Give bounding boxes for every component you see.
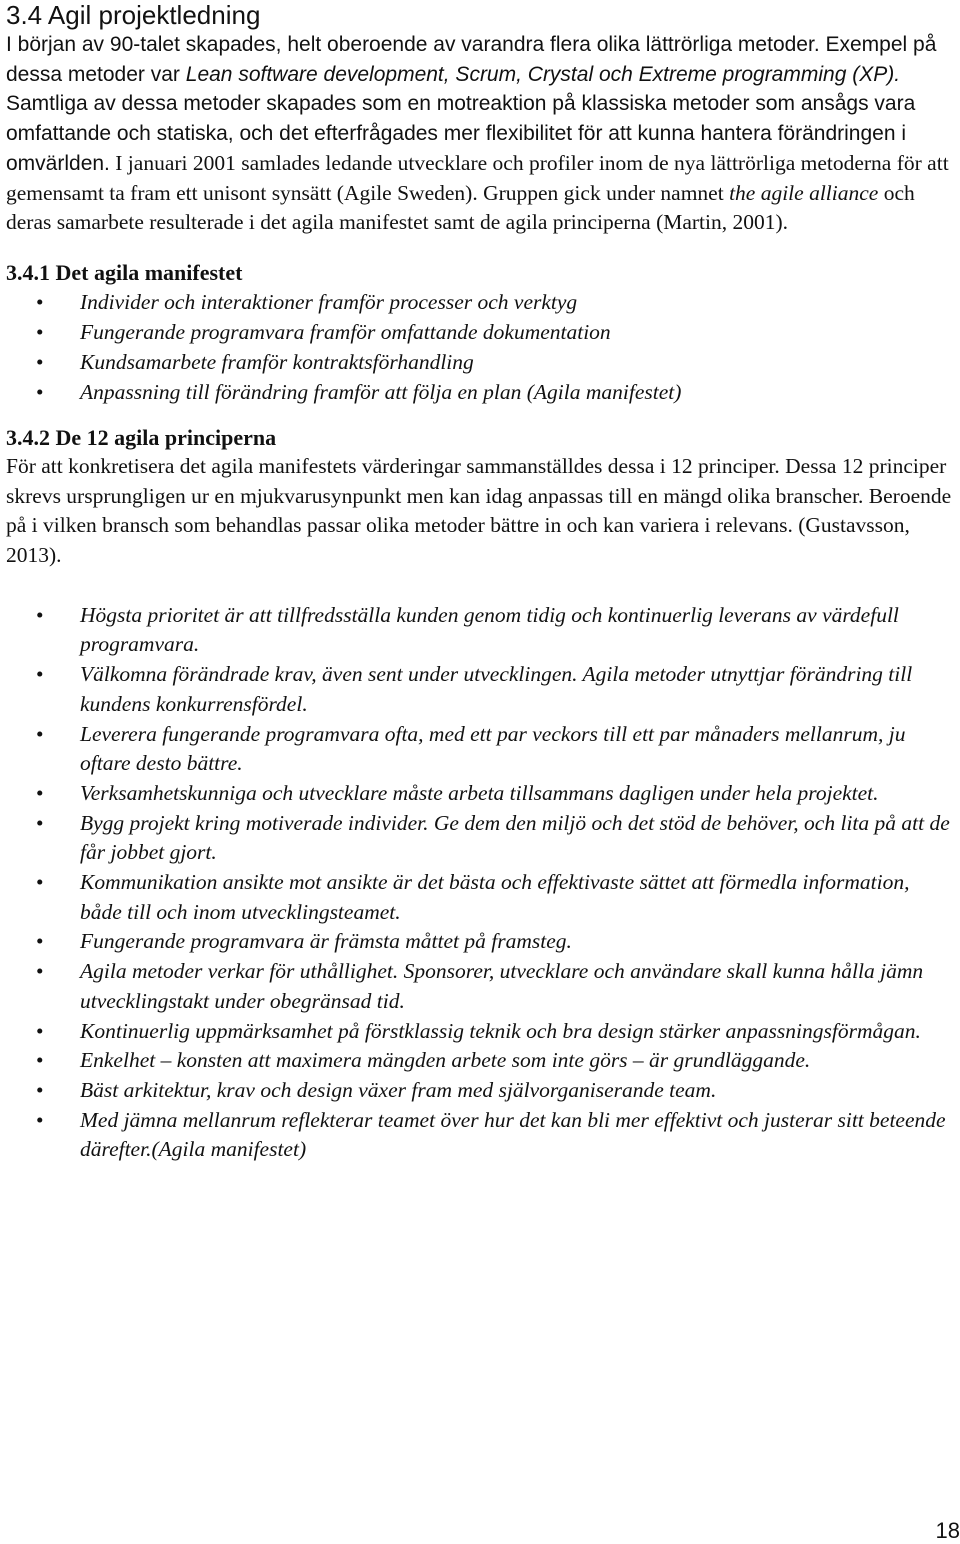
- bullet-icon: •: [36, 602, 44, 627]
- manifest-list: [6, 287, 956, 407]
- principles-paragraph: För att konkretisera det agila manifestets värderingar sammanställdes dessa i 12 principer. Dessa 12 principer skrevs ursprungligen ur en mjukvarusynpunkt men kan idag anpassas till en mängd olika branscher. Beroende på i vilken bransch som behandlas passar olika metoder bättre in och kan variera i relevans. (Gustavsson, 2013).: [6, 453, 952, 568]
- intro-text-part2: Samtliga av dessa metoder skapades som en motreaktion på klassiska metoder som ansågs vara omfattande och statiska, och det efterfrågades mer flexibilitet för att kunna hantera förändringen i omvärlden.: [6, 92, 916, 175]
- list-item-text: Högsta prioritet är att tillfredsställa kunden genom tidig och kontinuerlig leverans av värdefull programvara.: [80, 602, 899, 657]
- list-item-text: Kontinuerlig uppmärksamhet på förstklassig teknik och bra design stärker anpassningsförmågan.: [80, 1018, 921, 1043]
- list-item-text: Fungerande programvara framför omfattande dokumentation: [80, 319, 611, 344]
- list-item: [6, 868, 956, 927]
- list-item: [6, 347, 956, 377]
- list-item: [6, 317, 956, 347]
- principles-list: [6, 601, 956, 1165]
- list-item-text: Kommunikation ansikte mot ansikte är det bästa och effektivaste sättet att förmedla information, både till och inom utvecklingsteamet.: [80, 870, 910, 924]
- intro-method-names: Lean software development, Scrum, Crystal och Extreme programming (XP).: [185, 62, 901, 86]
- list-item: [6, 377, 956, 407]
- list-item-text: Fungerande programvara är främsta måttet på framsteg.: [80, 929, 572, 954]
- bullet-icon: •: [36, 1048, 44, 1073]
- page-number: 18: [935, 1518, 960, 1543]
- list-item-text: Verksamhetskunniga och utvecklare måste arbeta tillsammans dagligen under hela projektet.: [80, 780, 879, 805]
- list-item: [6, 779, 956, 809]
- section-heading: 3.4 Agil projektledning: [6, 0, 261, 30]
- intro-paragraph: [6, 30, 956, 238]
- bullet-icon: •: [36, 379, 44, 404]
- bullet-icon: •: [36, 289, 44, 314]
- list-item-text: Individer och interaktioner framför processer och verktyg: [80, 289, 578, 314]
- principles-heading: 3.4.2 De 12 agila principerna: [6, 424, 277, 450]
- list-item: [6, 1106, 956, 1165]
- list-item-text: Leverera fungerande programvara ofta, med ett par veckors till ett par månaders mellanrum, ju oftare desto bättre.: [80, 721, 906, 776]
- bullet-icon: •: [36, 959, 44, 984]
- bullet-icon: •: [36, 319, 44, 344]
- bullet-icon: •: [36, 870, 44, 895]
- bullet-icon: •: [36, 780, 44, 805]
- list-item-text: Enkelhet – konsten att maximera mängden arbete som inte görs – är grundläggande.: [80, 1048, 811, 1073]
- list-item: [6, 809, 956, 868]
- bullet-icon: •: [36, 349, 44, 374]
- manifest-heading: 3.4.1 Det agila manifestet: [6, 259, 243, 285]
- list-item: [6, 927, 956, 957]
- list-item-text: Agila metoder verkar för uthållighet. Sponsorer, utvecklare och användare skall kunna hålla jämn utvecklingstakt under obegränsad tid.: [80, 959, 924, 1013]
- bullet-icon: •: [36, 721, 44, 746]
- intro-text-part1: I början av 90-talet skapades, helt oberoende av varandra flera olika lättrörliga metoder. Exempel på dessa metoder var: [6, 33, 937, 86]
- bullet-icon: •: [36, 1018, 44, 1043]
- list-item-text: Med jämna mellanrum reflekterar teamet över hur det kan bli mer effektivt och justerar sitt beteende därefter.(Agila manifestet): [80, 1107, 946, 1162]
- document-page: [6, 0, 956, 1165]
- list-item-text: Kundsamarbete framför kontraktsförhandling: [80, 349, 474, 374]
- list-item: [6, 287, 956, 317]
- list-item: [6, 1076, 956, 1106]
- list-item: [6, 660, 956, 719]
- bullet-icon: •: [36, 1077, 44, 1102]
- list-item: [6, 720, 956, 779]
- bullet-icon: •: [36, 929, 44, 954]
- list-item-text: Bygg projekt kring motiverade individer. Ge dem den miljö och det stöd de behöver, och lita på att de får jobbet gjort.: [80, 810, 950, 865]
- list-item: [6, 1017, 956, 1047]
- list-item-text: Välkomna förändrade krav, även sent under utvecklingen. Agila metoder utnyttjar förändring till kundens konkurrensfördel.: [80, 662, 913, 716]
- list-item-text: Anpassning till förändring framför att följa en plan (Agila manifestet): [80, 379, 682, 404]
- list-item: [6, 601, 956, 660]
- intro-text-part3: I januari 2001 samlades ledande utvecklare och profiler inom de nya lättrörliga metoderna för att gemensamt ta fram ett unisont synsätt (Agile Sweden). Gruppen gick under namnet: [6, 150, 949, 205]
- list-item-text: Bäst arkitektur, krav och design växer fram med självorganiserande team.: [80, 1077, 717, 1102]
- bullet-icon: •: [36, 810, 44, 835]
- intro-text-part4: och deras samarbete resulterade i det agila manifestet samt de agila principerna (Martin, 2001).: [6, 180, 915, 235]
- intro-alliance-name: the agile alliance: [729, 180, 879, 205]
- list-item: [6, 1046, 956, 1076]
- list-item: [6, 957, 956, 1016]
- bullet-icon: •: [36, 662, 44, 687]
- bullet-icon: •: [36, 1107, 44, 1132]
